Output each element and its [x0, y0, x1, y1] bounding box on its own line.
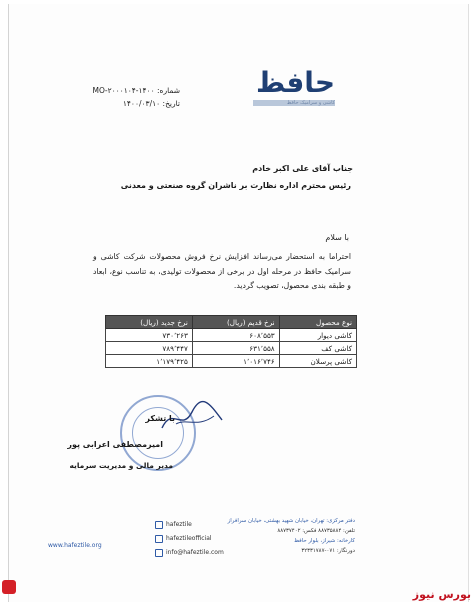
number-label: شماره:: [157, 86, 180, 95]
footer-address-line: دفتر مرکزی: تهران، خیابان شهید بهشتی، خیابان سرافراز: [227, 518, 355, 524]
company-logo: [253, 68, 335, 106]
new-price-cell: ۷۸۹٬۴۴۷: [106, 342, 193, 355]
new-price-cell: ۷۳۰٬۲۶۳: [106, 329, 193, 342]
footer-address-line: دورنگار: ۰۷۱-۳۲۳۳۱۷۸۷: [301, 548, 355, 554]
watermark-text: بورس نیوز: [412, 588, 471, 601]
old-price-cell: ۶۳۱٬۵۵۸: [192, 342, 279, 355]
greeting: با سلام: [325, 233, 349, 242]
letter-meta: [60, 84, 180, 110]
footer-address-line: تلفن: ۸۸۷۳۵۸۸۴ فکس: ۸۸۷۳۷۴۰۲: [277, 528, 355, 534]
table-row: [106, 342, 357, 355]
website-link[interactable]: www.hafeztile.org: [48, 542, 102, 549]
date-label: تاریخ:: [162, 99, 180, 108]
number-row: [60, 84, 180, 97]
footer-social-item[interactable]: hafeztileofficial: [155, 532, 225, 546]
new-price-cell: ۱٬۱۷۹٬۴۲۵: [106, 355, 193, 368]
email-icon: [155, 549, 163, 557]
instagram-icon: [155, 521, 163, 529]
addressee: جناب آقای علی اکبر خادم: [252, 164, 353, 173]
recipient-title: رئیس محترم اداره نظارت بر ناشران گروه صنعتی و معدنی: [120, 181, 351, 190]
product-cell: کاشی دیوار: [279, 329, 356, 342]
logo-wordmark: حافظ: [255, 66, 335, 99]
footer-social-item[interactable]: info@hafeztile.com: [155, 546, 225, 560]
date-row: [60, 97, 180, 110]
watermark-logo-icon: [2, 580, 16, 594]
product-cell: کاشی کف: [279, 342, 356, 355]
product-cell: کاشی پرسلان: [279, 355, 356, 368]
letter-body: احتراما به استحضار می‌رساند افزایش نرخ فروش محصولات شرکت کاشی و سرامیک حافظ در مرحله اول در برخی از محصولات تولیدی، به تناسب نوع، ابعاد و طبقه بندی محصول، تصویب گردید.: [93, 252, 351, 290]
logo-tagline: کاشی و سرامیک حافظ: [253, 100, 335, 106]
header-old-price: نرخ قدیم (ریال): [192, 316, 279, 329]
table-row: [106, 355, 357, 368]
footer-social: [155, 518, 225, 560]
date-value: ۱۴۰۰/۰۳/۱۰: [122, 99, 161, 108]
header-product: نوع محصول: [279, 316, 356, 329]
table-header-row: [106, 316, 357, 329]
signatory-title: مدیر مالی و مدیریت سرمایه: [69, 461, 173, 470]
number-value: ۱۴۰۰-۲۰۰۰۱۰۴-MO: [92, 86, 155, 95]
footer-social-item[interactable]: hafeztile: [155, 518, 225, 532]
telegram-icon: [155, 535, 163, 543]
table-row: [106, 329, 357, 342]
price-table: [105, 315, 357, 368]
old-price-cell: ۱٬۰۱۶٬۷۴۶: [192, 355, 279, 368]
footer-address-line: کارخانه: شیراز، بلوار حافظ: [294, 538, 355, 544]
signatory-name: امیرمصطفی اعرابی پور: [67, 440, 163, 449]
closing-regards: با تشکر: [145, 414, 175, 423]
footer-address: [225, 516, 355, 556]
header-new-price: نرخ جدید (ریال): [106, 316, 193, 329]
old-price-cell: ۶۰۸٬۵۵۳: [192, 329, 279, 342]
